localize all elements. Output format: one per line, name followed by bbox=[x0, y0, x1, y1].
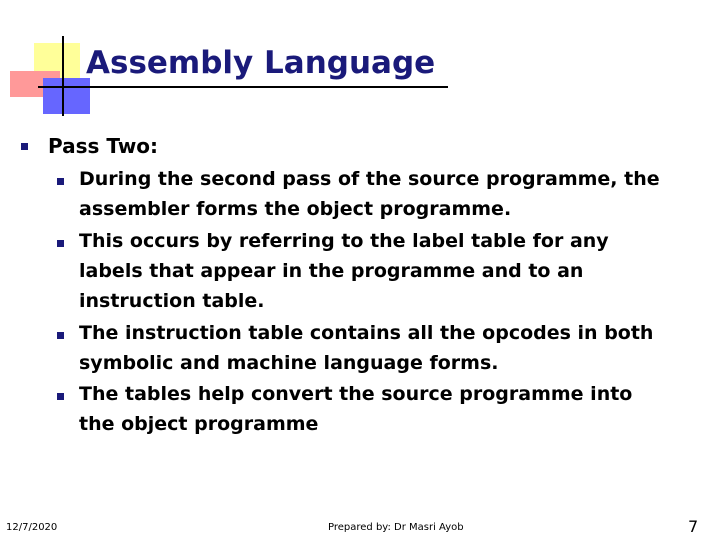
sub-bullet-3 bbox=[79, 318, 653, 378]
bullet-square-icon bbox=[21, 143, 28, 150]
sub-bullet-line: instruction table. bbox=[79, 290, 265, 312]
sub-bullet-1 bbox=[79, 164, 660, 224]
sub-bullet-line: This occurs by referring to the label table for any bbox=[79, 230, 609, 252]
footer-author: Prepared by: Dr Masri Ayob bbox=[328, 522, 464, 533]
sub-bullet-square-icon bbox=[57, 393, 64, 400]
title-underline bbox=[38, 86, 448, 88]
slide-title: Assembly Language bbox=[86, 45, 436, 81]
sub-bullet-2 bbox=[79, 226, 609, 316]
decor-vertical-line bbox=[62, 36, 64, 116]
sub-bullet-line: labels that appear in the programme and to an bbox=[79, 260, 584, 282]
sub-bullet-square-icon bbox=[57, 240, 64, 247]
sub-bullet-line: symbolic and machine language forms. bbox=[79, 352, 499, 374]
sub-bullet-square-icon bbox=[57, 178, 64, 185]
bullet-pass-two: Pass Two: bbox=[48, 134, 159, 158]
footer-date: 12/7/2020 bbox=[6, 522, 58, 533]
sub-bullet-4 bbox=[79, 379, 632, 439]
decor-blue-square bbox=[43, 78, 90, 114]
sub-bullet-line: the object programme bbox=[79, 413, 319, 435]
page-number: 7 bbox=[688, 517, 699, 536]
sub-bullet-line: assembler forms the object programme. bbox=[79, 198, 512, 220]
sub-bullet-line: The tables help convert the source programme into bbox=[79, 383, 633, 405]
sub-bullet-line: During the second pass of the source programme, the bbox=[79, 168, 660, 190]
sub-bullet-square-icon bbox=[57, 332, 64, 339]
sub-bullet-line: The instruction table contains all the opcodes in both bbox=[79, 322, 654, 344]
